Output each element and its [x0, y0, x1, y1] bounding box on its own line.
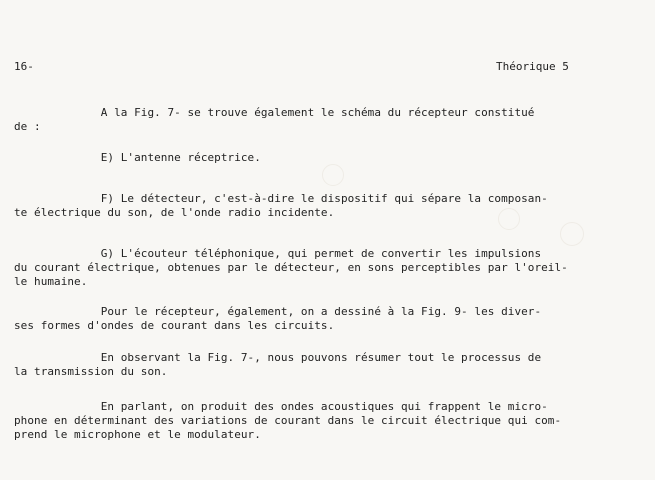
bleed-through-circle-a [322, 164, 344, 186]
paragraph-line: te électrique du son, de l'onde radio incidente. [14, 206, 335, 219]
paragraph-line: F) Le détecteur, c'est-à-dire le dispositif qui sépare la composan- [14, 192, 548, 205]
paragraph-line: En parlant, on produit des ondes acoustiques qui frappent le micro- [14, 400, 548, 413]
paragraph-line: phone en déterminant des variations de courant dans le circuit électrique qui com- [14, 414, 562, 427]
paragraph-line: E) L'antenne réceptrice. [14, 151, 261, 164]
paragraph-line: prend le microphone et le modulateur. [14, 428, 261, 441]
section-title: Théorique 5 [496, 60, 569, 73]
bleed-through-circle-c [560, 222, 584, 246]
paragraph-line: En observant la Fig. 7-, nous pouvons résumer tout le processus de [14, 351, 542, 364]
paragraph-line: le humaine. [14, 275, 88, 288]
paragraph-line: A la Fig. 7- se trouve également le schéma du récepteur constitué [14, 106, 535, 119]
page-number: 16- [14, 60, 34, 73]
paragraph-line: ses formes d'ondes de courant dans les circuits. [14, 319, 335, 332]
paragraph-line: de : [14, 120, 41, 133]
paragraph-line: la transmission du son. [14, 365, 168, 378]
paragraph-line: G) L'écouteur téléphonique, qui permet de convertir les impulsions [14, 247, 542, 260]
paragraph-line: du courant électrique, obtenues par le détecteur, en sons perceptibles par l'oreil- [14, 261, 568, 274]
paragraph-line: Pour le récepteur, également, on a dessiné à la Fig. 9- les diver- [14, 305, 542, 318]
